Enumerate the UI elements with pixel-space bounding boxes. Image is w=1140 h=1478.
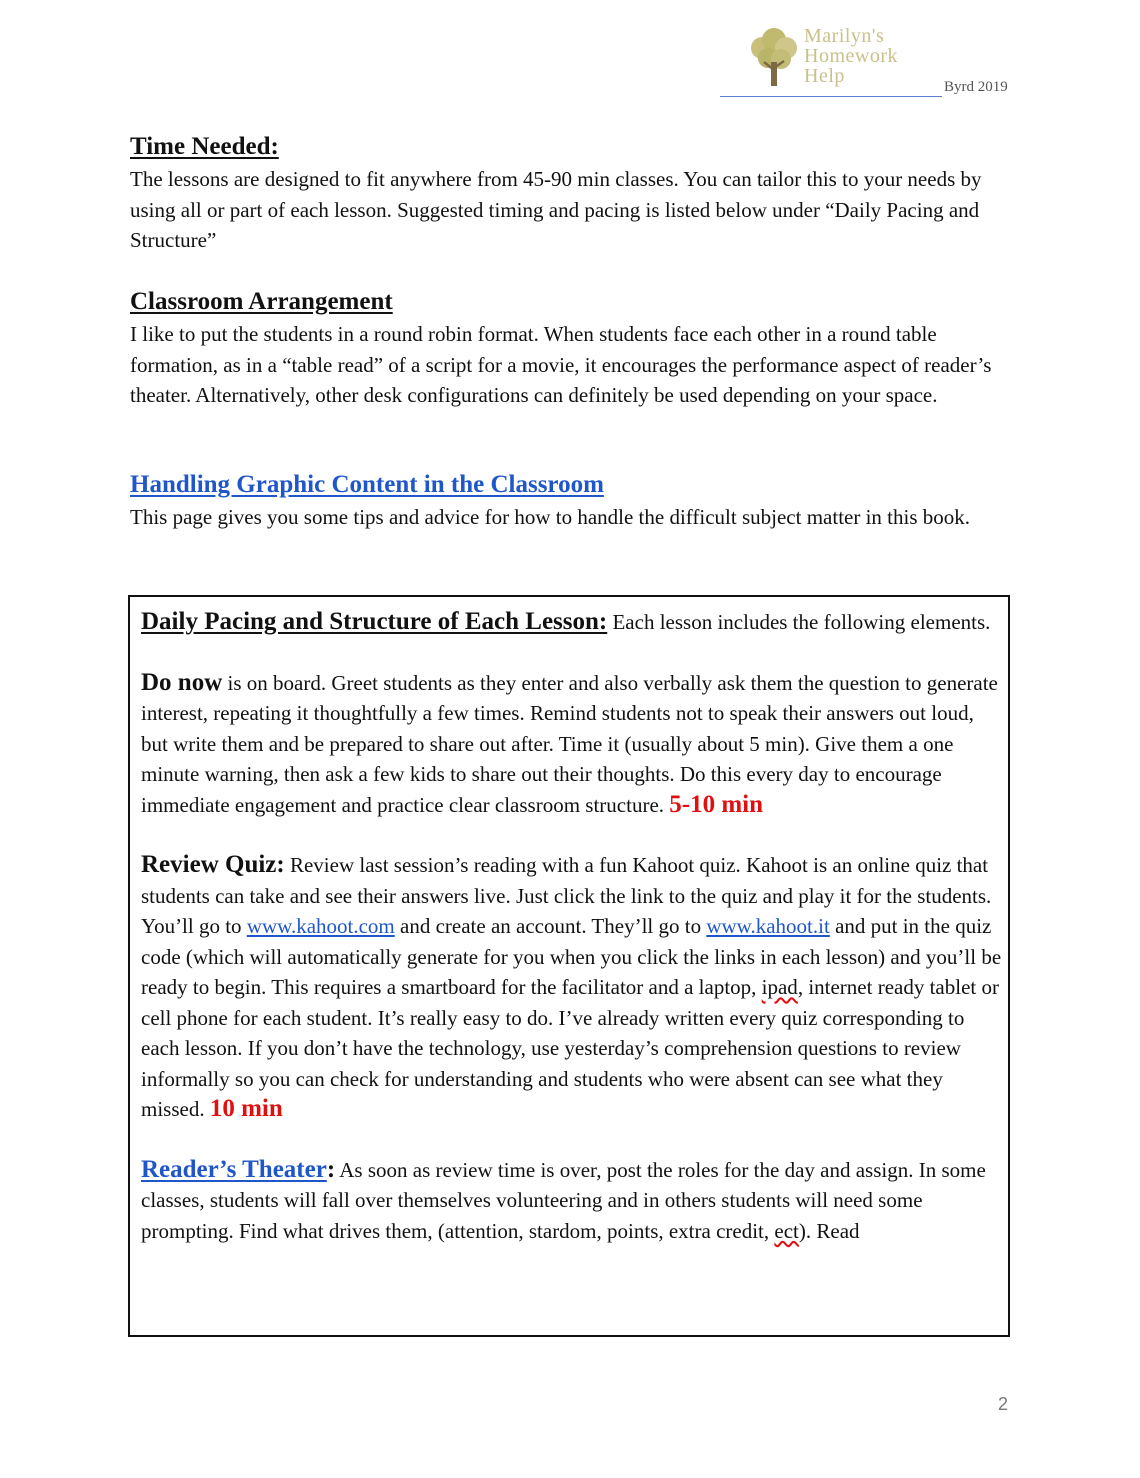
do-now-lead: Do now [141, 668, 223, 696]
classroom-arrangement-heading: Classroom Arrangement [130, 288, 393, 315]
readers-theater-paragraph [141, 1155, 1003, 1247]
graphic-content-body: This page gives you some tips and advice for how to handle the difficult subject matter in this book. [130, 505, 971, 529]
review-quiz-body-3: and put in the quiz code (which will automatically generate for you when you click the links in each lesson) and you’ll be ready to begin. This requires a smartboard for the facilitator and a laptop, [141, 914, 1002, 999]
brand-logo [748, 26, 928, 90]
review-quiz-paragraph [141, 850, 1003, 1125]
tree-icon [748, 26, 804, 90]
spellcheck-word: ect [774, 1218, 799, 1243]
header-byline: Byrd 2019 [944, 79, 1008, 95]
header-rule [720, 96, 942, 97]
do-now-paragraph [141, 668, 1003, 821]
do-now-body: is on board. Greet students as they enter and also verbally ask them the question to generate interest, repeating it thoughtfully a few times. Remind students not to speak their answers out loud, but write them and be prepared to share out after. Time it (usually about 5 min). Give them a one minute warning, then ask a few kids to share out their thoughts. Do this every day to encourage immediate engagement and practice clear classroom structure. [141, 670, 998, 817]
spellcheck-word: ipad [761, 975, 798, 999]
logo-line: Marilyn's [804, 25, 885, 47]
page-number: 2 [998, 1394, 1009, 1414]
kahoot-it-link[interactable]: www.kahoot.it [706, 914, 830, 938]
daily-pacing-box [128, 595, 1010, 1337]
readers-theater-body-2: ). Read [798, 1218, 860, 1243]
time-needed-body: The lessons are designed to fit anywhere from 45-90 min classes. You can tailor this to your needs by using all or part of each lesson. Suggested timing and pacing is listed below under “Daily Pacing and Structure” [130, 167, 982, 252]
logo-line: Help [804, 65, 845, 87]
pacing-intro-text: Each lesson includes the following elements. [607, 610, 991, 634]
review-quiz-time: 10 min [209, 1095, 283, 1122]
review-quiz-lead: Review Quiz [141, 851, 277, 878]
review-quiz-colon: : [276, 851, 285, 878]
classroom-arrangement-section [130, 287, 1010, 411]
graphic-content-link[interactable]: Handling Graphic Content in the Classroom [130, 471, 604, 498]
review-quiz-body-1: Review last session’s reading with a fun Kahoot quiz. Kahoot is an online quiz that students can take and see their answers live. Just click the link to the quiz and play it for the students. You’ll go to [141, 853, 992, 938]
readers-theater-colon: : [326, 1155, 336, 1183]
kahoot-com-link[interactable]: www.kahoot.com [246, 914, 395, 938]
do-now-time: 5-10 min [669, 790, 764, 818]
logo-line: Homework [804, 45, 898, 67]
readers-theater-body-1: As soon as review time is over, post the roles for the day and assign. In some classes, students will fall over themselves volunteering and in others students will need some prompting. Find what drives them, (attention, stardom, points, extra credit, [141, 1157, 986, 1243]
review-quiz-body-4: , internet ready tablet or cell phone for each student. It’s really easy to do. I’ve already written every quiz corresponding to each lesson. If you don’t have the technology, use yesterday’s comprehension questions to review informally so you can check for understanding and students who were absent can see what they missed. [141, 975, 999, 1121]
review-quiz-body-2: and create an account. They’ll go to [394, 914, 707, 938]
classroom-arrangement-body: I like to put the students in a round robin format. When students face each other in a round table formation, as in a “table read” of a script for a movie, it encourages the performance aspect of reader’s theater. Alternatively, other desk configurations can definitely be used depending on your space. [130, 322, 992, 407]
pacing-heading: Daily Pacing and Structure of Each Lesson: [141, 608, 608, 635]
pacing-intro [141, 607, 1003, 638]
logo-text [804, 26, 898, 86]
time-needed-heading: Time Needed: [130, 133, 279, 160]
time-needed-section [130, 132, 1010, 256]
readers-theater-link[interactable]: Reader’s Theater [141, 1155, 327, 1183]
graphic-content-section [130, 470, 1010, 533]
